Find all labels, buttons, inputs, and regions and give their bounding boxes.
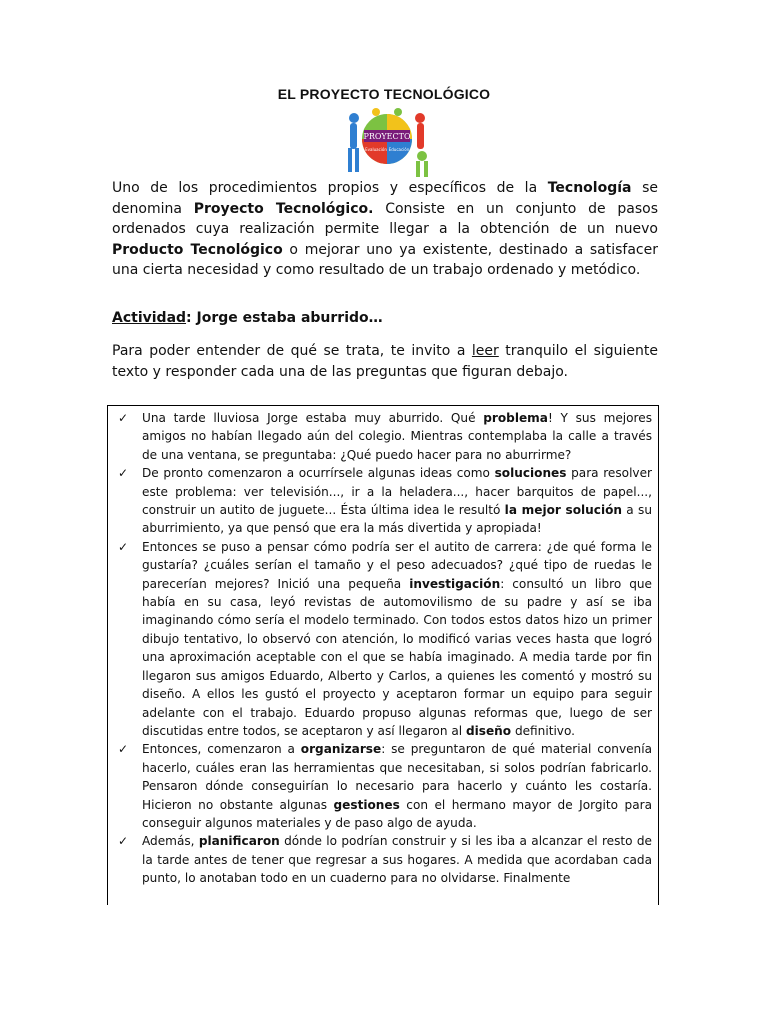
- story-item-3-bold-1: investigación: [409, 576, 501, 591]
- check-icon: ✓: [118, 539, 129, 554]
- story-item-1-text-2: ! Y sus mejores amigos no habían llegado aún del colegio. Mientras contemplaba la calle a través de una ventana, se preguntaba: ¿Qué puedo hacer para no aburrirme?: [142, 411, 653, 462]
- story-item-2-bold-1: soluciones: [494, 466, 567, 481]
- story-item-3: [118, 538, 652, 740]
- logo-sub-left: Evaluación: [365, 147, 387, 152]
- intro-text-1: Uno de los procedimientos propios y específicos de la: [112, 180, 548, 196]
- page-title: EL PROYECTO TECNOLÓGICO: [277, 86, 491, 102]
- intro-term-producto: Producto Tecnológico: [112, 241, 283, 258]
- check-icon: ✓: [118, 742, 129, 757]
- story-item-4-text-2: : se preguntaron de qué material convenía hacerlo, cuáles eran las herramientas que necesitaban, si solos podrían fabricarlo. Pensaron dónde conseguirían lo necesario para hacerlo y cuánto les costaría. Hicieron no obstante algunas: [142, 742, 652, 812]
- project-puzzle-logo: [336, 106, 438, 180]
- intro-text-2: se denomina: [112, 180, 658, 217]
- story-item-1-text-1: Una tarde lluviosa Jorge estaba muy aburrido. Qué: [142, 411, 484, 425]
- story-item-4: [118, 740, 652, 832]
- story-item-2-text-1: De pronto comenzaron a ocurrírsele algunas ideas como: [142, 466, 495, 481]
- story-box: [107, 405, 659, 905]
- story-item-2-text-2: para resolver este problema: ver televisión..., ir a la heladera..., hacer barquitos de papel..., construir un autito de juguete... Ésta última idea le resultó: [142, 466, 652, 518]
- story-item-3-text-3: definitivo.: [511, 723, 575, 738]
- intro-text-4: o mejorar uno ya existente, destinado a satisfacer una cierta necesidad y como resultado de un trabajo ordenado y metódico.: [112, 241, 659, 278]
- activity-heading: [112, 310, 383, 326]
- story-item-2-text-3: a su aburrimiento, ya que pensó que era la más divertida y apropiada!: [142, 503, 652, 536]
- story-item-3-text-1: Entonces se puso a pensar cómo podría ser el autito de carrera: ¿de qué forma le gustaría? ¿cuáles serían el tamaño y el peso adecuados? ¿qué tipo de ruedas le parecerían mejores? Inició una pequeña: [142, 539, 652, 591]
- activity-label: Actividad: [112, 310, 187, 326]
- story-item-5-text-1: Además,: [142, 834, 199, 849]
- story-item-4-text-3: con el hermano mayor de Jorgito para conseguir algunos materiales y de paso algo de ayuda.: [142, 797, 652, 830]
- story-list: [108, 406, 658, 888]
- intro-term-tecnologia: Tecnología: [547, 180, 632, 196]
- instruction-underlined-word: leer: [471, 343, 499, 359]
- logo-banner-text: PROYECTO: [363, 132, 411, 141]
- instruction-paragraph: [112, 341, 658, 382]
- logo-sub-right: Educación: [388, 147, 410, 152]
- intro-text-3: Consiste en un conjunto de pasos ordenados cuya realización permite llegar a la obtención de un nuevo: [112, 200, 658, 237]
- intro-term-proyecto: Proyecto Tecnológico.: [193, 200, 374, 217]
- check-icon: ✓: [118, 411, 129, 425]
- instruction-text-1: Para poder entender de qué se trata, te invito a: [112, 343, 472, 359]
- story-item-5-text-2: dónde lo podrían construir y si les iba a alcanzar el resto de la tarde antes de tener que regresar a sus hogares. A medida que acordaban cada punto, lo anotaban todo en un cuaderno para no olvidarse. Finalmente: [142, 834, 652, 886]
- story-item-5-bold-1: planificaron: [198, 834, 280, 849]
- story-item-3-text-2: : consultó un libro que había en su casa, leyó revistas de automovilismo de su padre y así se iba imaginando cómo sería el modelo terminado. Con todos estos datos hizo un primer dibujo tentativo, lo observó con atención, lo modificó varias veces hasta que logró una aproximación aceptable con el que se había imaginado. A media tarde por fin llegaron sus amigos Eduardo, Alberto y Carlos, a quienes les comentó y mostró su diseño. A ellos les gustó el proyecto y aceptaron formar un equipo para seguir adelante con el trabajo. Eduardo propuso algunas reformas que, luego de ser discutidas entre todos, se aceptaron y así llegaron al: [142, 576, 652, 738]
- story-item-5: [118, 832, 652, 887]
- story-item-4-bold-1: organizarse: [300, 742, 382, 757]
- story-item-2: [118, 464, 652, 538]
- story-item-2-bold-2: la mejor solución: [504, 503, 623, 518]
- check-icon: ✓: [118, 834, 129, 849]
- activity-title: : Jorge estaba aburrido…: [186, 310, 383, 326]
- story-item-4-text-1: Entonces, comenzaron a: [142, 742, 301, 757]
- check-icon: ✓: [118, 466, 129, 481]
- story-item-3-bold-2: diseño: [465, 723, 512, 738]
- story-item-1: [118, 409, 652, 464]
- story-item-1-bold-1: problema: [483, 411, 548, 425]
- story-item-4-bold-2: gestiones: [333, 797, 400, 812]
- instruction-text-2: tranquilo el siguiente texto y responder cada una de las preguntas que figuran debajo.: [112, 343, 659, 380]
- intro-paragraph: [112, 178, 658, 281]
